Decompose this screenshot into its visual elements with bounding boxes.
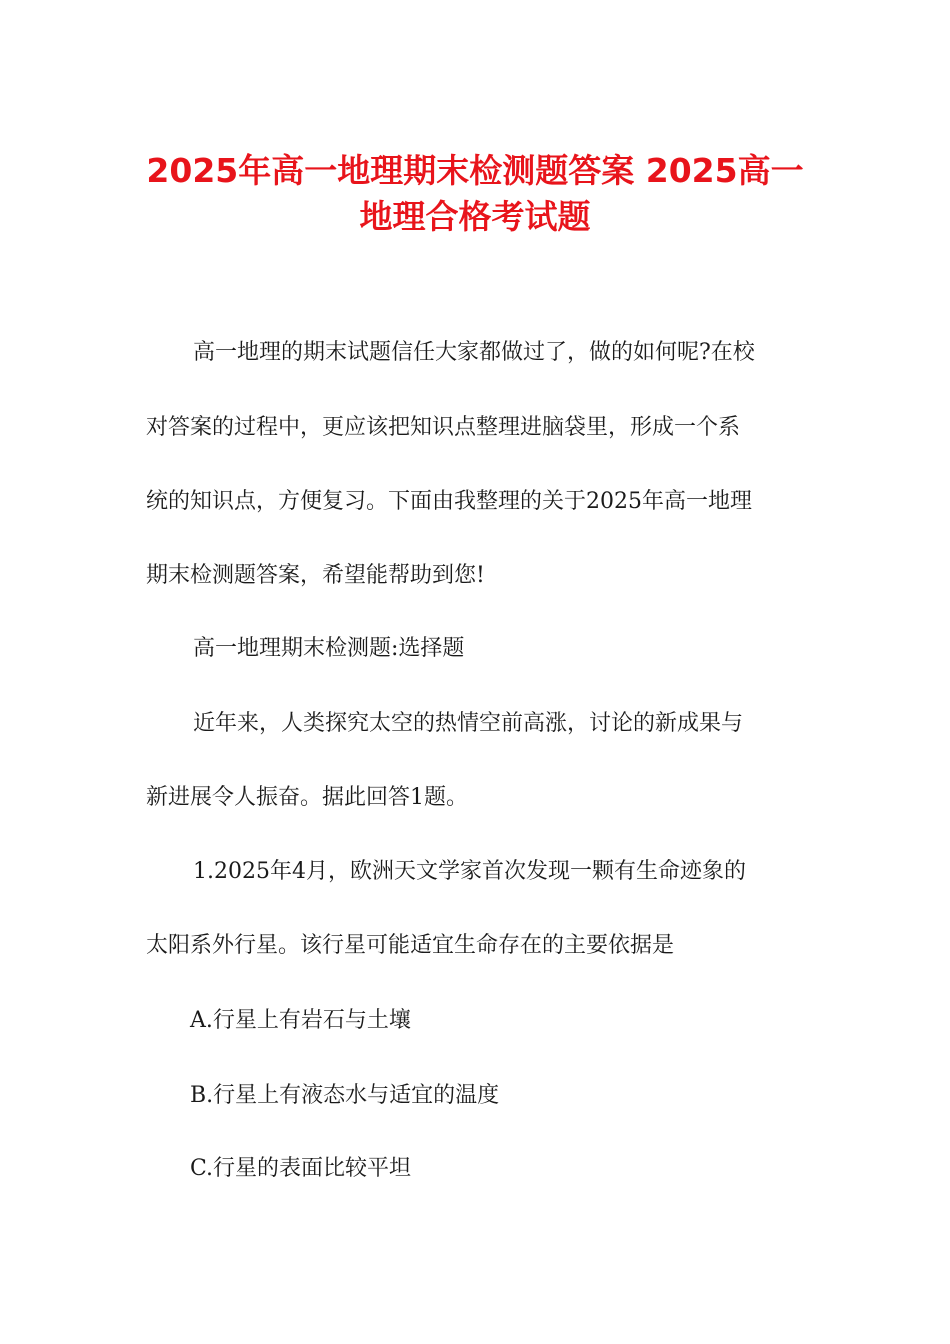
intro-line-2: 对答案的过程中，更应该把知识点整理进脑袋里，形成一个系 — [146, 415, 741, 440]
intro-line-4: 期末检测题答案，希望能帮助到您! — [146, 563, 485, 588]
intro-line-3: 统的知识点，方便复习。下面由我整理的关于2025年高一地理 — [146, 489, 752, 514]
question-1-line-2: 太阳系外行星。该行星可能适宜生命存在的主要依据是 — [146, 933, 675, 958]
section-heading: 高一地理期末检测题:选择题 — [193, 636, 465, 661]
context-line-1: 近年来，人类探究太空的热情空前高涨，讨论的新成果与 — [193, 711, 744, 736]
option-b: B.行星上有液态水与适宜的温度 — [190, 1083, 500, 1108]
document-title-line-2: 地理合格考试题 — [359, 197, 591, 236]
question-1-line-1: 1.2025年4月，欧洲天文学家首次发现一颗有生命迹象的 — [193, 859, 746, 884]
document-title-line-1: 2025年高一地理期末检测题答案 2025高一 — [146, 151, 804, 190]
intro-line-1: 高一地理的期末试题信任大家都做过了，做的如何呢?在校 — [193, 340, 755, 365]
option-a: A.行星上有岩石与土壤 — [190, 1008, 411, 1033]
option-c: C.行星的表面比较平坦 — [190, 1156, 412, 1181]
context-line-2: 新进展令人振奋。据此回答1题。 — [146, 785, 468, 810]
